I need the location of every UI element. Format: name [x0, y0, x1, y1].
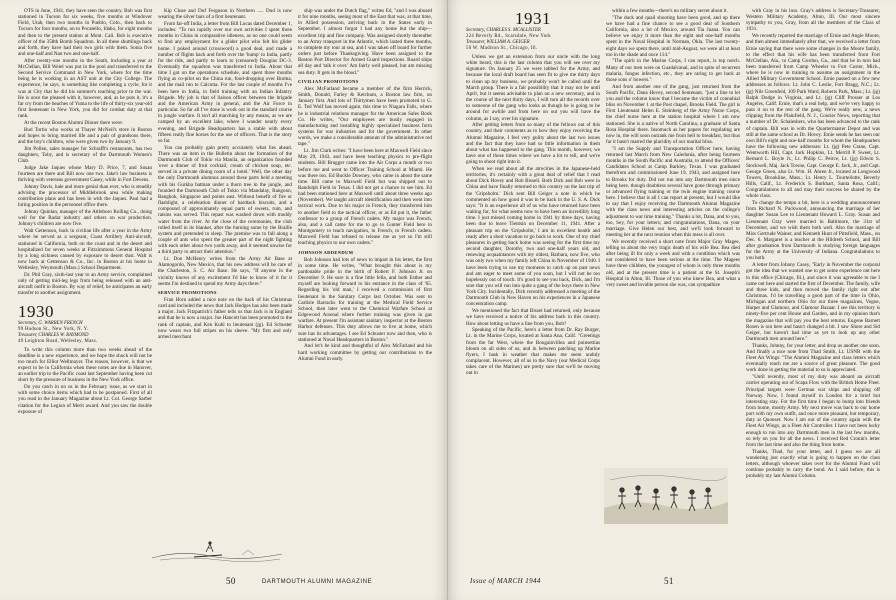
left-col2-paras-2 — [158, 297, 292, 340]
body-paragraph: Dr. Phil Gray, sixth-last year to an Army service, complained only of getting mid-leg legs from being released with an anti-aircraft outfit in Boston. By way of relief, he anticipates an early transfer to another assignment. — [18, 271, 152, 297]
secretary-address: 99 Hudson St., New York, N. Y. — [18, 326, 89, 332]
treasurer-address: 49 Leighton Road, Wellesley, Mass. — [18, 338, 98, 344]
right-col3-paras — [746, 8, 880, 448]
body-paragraph: "Until recently, most of my duty was aboard an aircraft carrier operating out of Scapa Flow with the British Home Fleet. Principal targets were German war ships and shipping off Norway. Now, I found myself in London for a brief but interesting stay. For the first time I began to bump into friends from home, mostly Army. My next move was back to our home port with my own outfit, and once more pleasant, but temporary, duty at Quonset. Now I am out of the country again with the Fleet Air Wings, as a Fleet Air Controller. I have not been lucky enough to run into any Dartmouth men in the last few months, so rely on you for all the news. I received Red Cronin's letter from the last time and also the thing from home. — [746, 374, 880, 448]
body-paragraph: Alex McFarland became a member of the firm Herrick, Smith, Donald, Farley & Ketchum, a Boston law firm, on January first. And lots of Thirtymen have been promoted to G. E. Ted Wolf has moved again, this time to Niagara Falls, where he is industrial relations manager for the American Sales Book Co. He writes, "Our employees are busily engaged in manufacturing and installing highly specialized business form systems for war industries and for the government. In other words, we make a considerable amount of the administrative red tape." — [298, 85, 432, 148]
body-paragraph: And from another one of the gang, just returned from the South Pacific, Dana Hovey, second lieutenant, "just a line to let you and the column know that I became the victim of connubial bliss on November 1 at the Post chapel, Brooks Field. The girl is First Lieutenant Helen E. Steinberg of the Army Nurse Corps, the chief nurse here at the station hospital where I am now stationed. She is a native of North Carolina, a graduate of Santa Rosa Hospital there. Insomuch as her papers for regulating are now in, the will soon outrank me from hell to breakfast, but thus far it hasn't marred the placidity of our marital bliss. — [606, 83, 740, 146]
right-page — [448, 0, 896, 600]
left-column-2 — [158, 8, 292, 568]
section-heading: JOHNSON ADDENDUM — [298, 249, 354, 255]
body-paragraph: To change the tempo a bit, here is a wedding announcement from Richard N. Packwood, announcing the marriage of her daughter Susan Lee to Lieutenant Howard L. Gray. Susan and Lieutenant Gray were married in Baltimore, the 31st of December, and we wish them both well. Also the marriage of Miss Gertrude Wainer, and Kenneth Hunt of Pittsfield, Mass., on Dec. 6. Margaret is a teacher at the Hildreth School, and Bill after graduation from Dartmouth is studying foreign languages for the Army at the University of Indiana. Congratulations to you both. — [746, 200, 880, 262]
left-col3-paras-2 — [298, 86, 432, 247]
body-paragraph: After twenty-one months in the South, including a year at McClellan, Bill Weiel was put in the pool and transferred to the Second Service Command in New York, where for the time being he is working in an AST unit at the City College. The experience, he says, is something like completing a cycle, for it was at City that he did his summer's teaching prior to the war. He is once the pleased with it, however, and, as he puts it, it's a far cry from the beaches of Yuma to the life of thirty-six year-old first lieutenant in New York, you did for combat duty at that rank. — [18, 57, 152, 120]
body-paragraph: "I am the Supply and Transportation Officer here, having returned last March from New Caledonia, after being fourteen months in the South Pacific and Australia, to attend the Officers' Candidates School at Camp Barkley, Texas. I was graduated therefrom and commissioned June 19, 1943, and assigned here to Brooks for duty. Did not run into any Dartmouth men since being here, though doubtless several have gone through primary or advanced flying training or the twin engine training course here. I believe that is all I can report at present, but I would like to say that I enjoy receiving the Dartmouth Alumni Magazine with the class news and interesting articles on the college's adjustment to war time training." Thanks a lot, Dana, and to you, too, Sey, for your letters; and congratulations, Dana, on your marriage. Give Helen our best, and we'll look forward to meeting her at the next reunion when this mess is all over. — [606, 145, 740, 238]
body-paragraph: Lt. Don McHenry writes from the Army Air Base at Alamogordo, New Mexico, that his new address will be care of the Charleston, S. C. Air Base. He says, "If anyone in the vicinity knows of any excitement I'd like to know of it for it seems I'm destined to spend my Army days there." — [158, 256, 292, 287]
class-year: 1931 — [515, 9, 551, 28]
body-paragraph: with Gray in his loss. Gray's address is Secretary-Treasurer, Western Military Academy, Alton, Ill. Our most sincere sympathy to you, Gray, from all the members of the Class of 1931. — [746, 8, 880, 33]
left-col3-paras-3 — [298, 257, 432, 362]
body-paragraph: Do you catch in on us in the February issue, as we start in with some choice items which had to be postponed. First of all you read in the January Magazine about Lt. Col. George Sarber citation for the Legion of Merit award. And you saw the double exposure of — [18, 384, 152, 415]
body-paragraph: Walt Gettenson, back in civilian life after a year in the Army where he served as a sergeant, Coast Artillery Anti-aircraft, stationed in California, both on the coast and in the desert and hospitalized for seven weeks at Fitzsimmons General Hospital by a long sickness caused by exposure to desert dust. Walt is now back at Gettenson & Co., Inc. in Boston at his home in Wellesley, Weymouth (Mass.) School Department. — [18, 228, 152, 272]
body-paragraph: A letter from Johnny Casey, "Early in November the corporal got the idea that we wanted one to get some experience out here in this office (Chicago, Ill.), and since it was agreeable to me I came out here and started the first of December. The family, wife and three kids, and then moved the family right out after Christmas. I'd be travelling a good part of the time in Ohio, Michigan and northern Ohio for our three magazines, Vogue, Harper and Glamour, and Glamour Bazaar. I see this territory is ninety-five per cent House and Garden, and in my opinion that's the magazine that will pay you the best returns. Eugene Barnett Rosen is out here and hasn't changed a bit. I saw Shore and Sid Geiger, but haven't had time as yet to look up any other Dartmouth men around here." — [746, 262, 880, 343]
right-column-3 — [746, 8, 880, 568]
body-paragraph: Kip Cluse and Duf Ferguson in Northern ..... Dud is now wearing the silver bars of a first lieutenant. — [158, 8, 292, 21]
right-col2-paras — [606, 8, 740, 288]
body-paragraph: You can probably gain pretty accurately what lies ahead. There was an item in the Bulletin about the formation of the Dartmouth Club of Tokio via Manila, an organization founded 'over a dinner of fruit cocktail, cream of chicken soup, etc. served in a private dining room of a hotel.' Well, the other day the only Dartmouth alumnus around these parts held a meeting with his Gurkha batman under a thorn tree in the jungle, and founded the Dartmouth Club of Tokio via Mandalay, Rangoon, Bangkok, Singapore and points east. Without benefit of fire or flashlight, a celebration dinner of hardtack biscuits, and a compound of approximately equal parts of sweets, rum, and raisins was served. This repast was washed down with muddy water from the river. At the close of the ceremonies, the club rolled itself in its blanket, after the burning some by the Braille system and pretended to sleep. The premise was to fall along a couple of ants who spent the greater part of the night fighting with each other about two yards away, and it seemed unwise for a third party to attract their attention." — [158, 144, 292, 256]
secretary-line: Secretary, G. WARREN FRENCH — [18, 320, 83, 326]
body-paragraph: Speaking of the Pacific, here's a letter from Dr. Ray Burger, Lt. in the Marine Corps, located at Santa Ana, Calif. "Greetings from the far West, where the Bougainvillea and poinsettias bloom on all sides of us, and in between patching up Marine flyers, I bask in weather that makes me seem unduly complacent. However, all of us in the Navy (our Medical Corps takes care of the Marines) are pretty sure that we'll be moving out in — [466, 327, 600, 377]
right-col1-paras — [466, 54, 600, 377]
secretary-address: 224 Beverly Rd., Scarsdale, New York — [466, 34, 552, 39]
body-paragraph: OTS in June, 1941, they have seen the country. Bob was first stationed in Tucson for six weeks, five months at Windover Field, Utah, then two months in Pueblo, Colo., then back to Tucson for four months, on to Pocatello, Idaho, for eight months and then to the present station at Mont. Call. Bob is executive officer of the 358th Bomb Squadron. In all these shuttlings back and forth, they have had their two girls with them. Sonia five and one-half and Nan two and one-half. — [18, 8, 152, 58]
treasurer-address: 50 W. Madison St., Chicago, Ill. — [466, 46, 538, 51]
left-column-1 — [18, 8, 152, 568]
body-paragraph: Lt. Jim Clark writes: "I have been here at Maxwell Field since May 29, 1943, and have been teaching physics to pre-flight students. Bill Brugger came into the Air Corps a month or two before me and went to Officer Training School at Miami. He was there too. Ed Buckle Downey, who came in about the same time. Bill came to Maxwell Field but was shipped out to Randolph Field in Texas. I did not get a chance to see him. Ed had been stationed here at Maxwell until about three weeks ago (November). We taught aircraft identification and then went into tactical work. Due to his major in French, they transferred him to another field to the tactical officer, or as Ed put it, the father confessor to a group of French cadets. My major was French, also, and a call came for me to go to Gunter Field here in Montgomery to teach navigation, in French, to French cadets. Maxwell Field has refused to release me as yet so I'm still teaching physics to our own cadets." — [298, 148, 432, 247]
body-paragraph: within a few months—there's no military secret about it. — [612, 8, 728, 14]
body-paragraph: We recently received a short note from Major Gray Magee, telling us about the very tragic death of his wife Bea. Bea died after being ill for only a week and with a condition which was not considered to have been serious at the time. The Magees have three children, the youngest of whom is only three months old, and at the present time is a patient at the St. Joseph's Hospital in Alton, Ill. Those of you who knew Bea, and what a very sweet and lovable person she was, can sympathize — [606, 238, 740, 288]
body-paragraph: We mentioned the fact that Bissel had returned, only because we have received a notice of his address back in this country. How about letting us have a line from you, Bob? — [466, 308, 600, 327]
secretary-line: Secretary, CHARLES S. MCALLISTER — [466, 28, 541, 33]
page-number: 50 — [226, 576, 236, 586]
body-paragraph: After getting letters from so many of the fellows out of this country, and their comments as to how they enjoy receiving the Alumni Magazine, I feel very guilty about the last two issues and the fact that they have had so little information in them about what has happened to the gang. This month, however, we have one of those times where we have a lot to tell, and we're going to shoot right into it. — [466, 122, 600, 166]
body-paragraph: Jim Pollen, sales manager for Schrafft's restaurants, has two daughters, Toby, and is secretary of the Dartmouth Women's Club. — [18, 145, 152, 165]
body-paragraph: ship was under the Dutch flag," writes Ed, "and I was aboard it for nine months, seeing most of the East that was, at that time, in Allied possession, arriving back in the States early in September. I almost forgot I had any home but the ship—excellent trip and fine company. Was assigned shortly thereafter to an Army transport in the Atlantic, which lasted three months, to complete my tour at sea, and I was taken off board for further orders just before Thanksgiving. Have been assigned to the Boston Port Director for Armed Guard inspections. Board ships all day and 'talk it over.' Am fairly well pleased, but am missing sea duty. It gets in the blood." — [298, 8, 432, 76]
section-heading: SERVICE PROMOTIONS — [158, 289, 217, 295]
treasurer-line: Treasurer, CHARLES W. RAYMOND — [18, 332, 89, 338]
body-paragraph: And let's be kind and thoughtful of Alex McFarland and his hard working committee by getting our contributions to the Alumni Fund in early. — [298, 343, 432, 362]
body-paragraph: We recently reported the marriage of Ernie and Angie Moore, and then almost immediately after that, we received a letter from Ernie saying that there were some changes in the Moore family, to the effect that his wife has been transferred from Fort McClellan, Ala., to Camp Gordon, Ga., and that he in turn had been transferred from Camp Wheeler to Fort Custer, Mich., where he is now in training to assume an assignment in the Allied Military Government School. Ernie passed on a few new addresses as follows: Lt. John C. Leslie, Fort Bragg, N.C.; Lt. (jg) Nils Greenfeld, 109 Park Ward, Roberts Park, Mass.; Lt. (jg) Ralph Dodge in Virginia, and Lt. (jg) Cliff Prosser at Los Angeles, Calif. Ernie, that's a real help, and we're very happy to pass it on to the rest of the gang. We're really new, a news clipping from the Plainfield, N. J., Courier News, reporting that a number of Dr. Schaleshers, who has been advanced to the rank of captain. Bill was in with the Quartermaster Depot and was still at the same school as Dr. Hovey. Ernie sends he has seen our own Bill's eight and one-half months for whom the Headquarters have the following new addresses: Lt. (jg) Pete Crane, Capt. Wentworth Hill, Capt. Jack Hopkins, Lt. Merrill P. Sweet, Lt. Bernard L. Boyle Jr., Lt. Philip C. Peirce, Lt. (jg) Edwin S. Stockwell, Maj. Jack Towne, Capt. George E. Jack, Jr., and Capt. George Green, also Lt. Wm. H. Ahren Jr., located at Longwood Towers, Brookline, Mass.; Lt. Henry L. Tourtellotte, Beverly Hills, Calif., Lt. Frederick S. Burkhart, Santa Rosa, Calif.; Congratulations to all and may their success be shared by the whole class. — [746, 33, 880, 200]
class-1931-heading — [466, 10, 600, 52]
body-paragraph: Johnny Davis, hale and more genial than ever, who is steadily advising the processor of Middlebrook area while making contribution plans and has been in with the Jaques. Paul had a hiring position in the personnel office there. — [18, 183, 152, 209]
body-paragraph: Judge Jake Jaques whose Mary D. Price, 7, and Susan fourteen are there and Bill now one two. Jake's law business is thriving with veterans government Casey, while in Fort Devens. — [18, 164, 152, 184]
body-paragraph: Thanks, Johnny, for your letter, and drop us another one soon. And finally a nice note from Thad Smith, Lt. USNR with the Fleet Air Wings: "The Alumni Magazine and class letters which eventually reach me are a source of great pleasure. The good work done in getting the material to us is appreciated. — [746, 342, 880, 374]
treasurer-line: Treasurer, WILLIAM A. GEIGER — [466, 40, 530, 45]
body-paragraph: When we read about all the atrocities in the Japanese-held territories, it's certainly with a great deal of relief that I read about Dick Hovey and Bob Bissell. Both Dick and Bob were in China and have finally returned to this country on the last trip of the 'Gripsholm.' Dick sent Bill Geiger a note in which he commented on how good it was to be back in the U. S. A. Dick says: "It is an experience all of us who have returned have been waiting for, for what seems now to have been an incredibly long time. I just missed coming home in 1941 by three days, having been due to leave Tientsin on December 11, 1941. After a pleasant trip on the 'Gripsholm,' I am in excellent health and ready after a short vacation to go back to work. One of my chief pleasures in getting back home was seeing for the first time my second daughter, Dorothy, two and one-half years old, and renewing acquaintances with my oldest, Barbara, now five, who was only two when my family left China in November of 1940. I have been trying to use my moments to catch up on past news and am eager to meet some of you soon, but I will not be too hopelessly out of touch. It's good to see you back, Dick, and I'm sure that you will run into quite a gang of the boys there in New York City. Incidentally, Dick recently addressed a meeting of the Dartmouth Club in New Haven on his experiences in a Japanese concentration camp. — [466, 166, 600, 308]
body-paragraph: Bud Tortio who works at Thayer McNeil's store in Boston and hopes to bring married life and a pair of grandsons there, and the boy's children, who were given two by January 9. — [18, 126, 152, 146]
troops-sketch-illustration — [604, 468, 728, 524]
body-paragraph: Fran Horn added a nice note on the back of his Christmas card and included the news that Jack Hodges has also been made a major. Jack Fitzpatrick's father tells us that Jack is in England and that he is now a major. Joe Hancott has been promoted to the rank of captain, and Ken Kuhl to lieutenant (jg). Ed Schuster now wears two full stripes on his sleeve. "My first and only armed merchant — [158, 296, 292, 340]
left-column-3 — [298, 8, 432, 568]
magazine-name: DARTMOUTH ALUMNI MAGAZINE — [262, 579, 373, 585]
body-paragraph: "The duck and quail shooting have been good, and up there we have had a fine chance to see a good deal of Southern California, also a lot of Mexico, around Tia Juana. You can believe we enjoy it more than the eight and one-half months spent in the Naval Hospital in Norman, Okla. The last twenty-eight days we spent there, until mid-August, we were all at least too in the shade and once 114." — [606, 14, 740, 58]
snow-sketch-illustration — [150, 538, 284, 564]
closing-paragraph: Thanks, Thad, for your letter, and I guess we are all wondering just exactly what is going to happen on the class letters, although whoever takes over for the Alumni Fund will continue probably to carry the bond. As I said before, this is probably my last Alumni Column. — [746, 448, 880, 480]
class-year: 1930 — [18, 301, 54, 321]
body-paragraph: "The spirit in the Marine Corps, I can report, is top notch. Many of our men were on Guadalcanal, and in spite of recurrent malaria, fungus infection, etc., they are raring to get back at those sons o' bowers." — [606, 58, 740, 83]
class-1930-heading — [18, 303, 152, 345]
body-paragraph: To write this column more than two weeks ahead of the deadline is a new experience, and we hope the shock will not be too much for Elliot Wellmayer. The reason, however, is that we expect to be in California when these notes are due in Hanover, an earlier trip to the Pacific coast last September having been cut short by the pressure of business in the New York office. — [18, 346, 152, 384]
body-paragraph: Unless we get an extension from our uncle with the long white beard, this is the last column that you will see over my signature. On January 25 we were tabbed for the Army, and because the local draft board has seen fit to give me thirty days to clean up my business, we probably won't be called until the March group. There is a fair possibility that it may not be until April, but it seems advisable to plan on a new secretary, and in the course of the next thirty days, I will turn all the records over to someone of the gang who looks as though he is going to be around for awhile and from here on out you will have the column, as I say, over his signature. — [466, 54, 600, 122]
left-col1-paras-2 — [18, 347, 152, 415]
issue-date: Issue of MARCH 1944 — [470, 577, 541, 585]
left-col1-paras — [18, 8, 152, 297]
page-number: 51 — [664, 576, 674, 586]
body-paragraph: Johnny Quinlan, manager of the Attleboro Rolling Co., doing well for the Radar industry and others on war production. Johnny's children are now five. — [18, 209, 152, 228]
body-paragraph: From far-off India, a letter from Bill Lucas dated December 1, includes: "To run rapidly over our own activities I spent three months in China in comparative idleness, as no one could seem to find any employment for a glider pilot who felt his glider home. I poked around (crossword) a good deal, and made a number of flights back and forth over the 'hump' to India, partly for the ride, and partly to learn to (censored) Douglas DC-3. Eventually the squadron was transferred to India. About that time I got on the operations schedule, and spent three months flying as co-pilot on the China run, food-dropping over Burma, and the mail run to Calcutta. For the last couple of months I've been here in India, in field training with an Indian Infantry Brigade. My job is that of liaison officer between the brigade and the American Army in general, and the Air Force in particular. So far all I've done is work out in the standard course in jungle warfare. It isn't all marching by any means, as we are camped by an excellent lake, where I wander nearly every evening, and Brigade Headquarters has a stable with about fifteen really fine horses for the use of officers. That is the story so far. — [158, 20, 292, 144]
left-col2-paras — [158, 8, 292, 287]
body-paragraph: Bob Johnson had lots of news to impart in his letter, the first in some time. He writes, "What brought this about is my pardonable pride in the birth of Robert F. Johnson Jr. on December 9. He sure is a fine little fella, and both Esther and myself are looking forward to his entrance in the class of '65. Regarding his 'old man,' I received a commission of first lieutenant in the Sanitary Corps last October. Was sent to Carlisle Barracks for training at the Medical Field Service School, then later went to the Chemical Warfare School at Edgewood Arsenal where further training was given in gas warfare. At present I'm assistant sanitary inspector at the Boston Harbor defenses. This duty allows me to live at home, which sure has its advantages. I see Ed Schuster now and then, who is stationed at Naval Headquarters in Boston." — [298, 256, 432, 343]
left-col3-paras — [298, 8, 432, 76]
right-column-1 — [466, 8, 600, 568]
right-column-2 — [606, 8, 740, 464]
body-paragraph: At the recent Boston Alumni Dinner there were: — [24, 120, 123, 126]
section-heading: CIVILIAN PROMOTIONS — [298, 78, 359, 84]
